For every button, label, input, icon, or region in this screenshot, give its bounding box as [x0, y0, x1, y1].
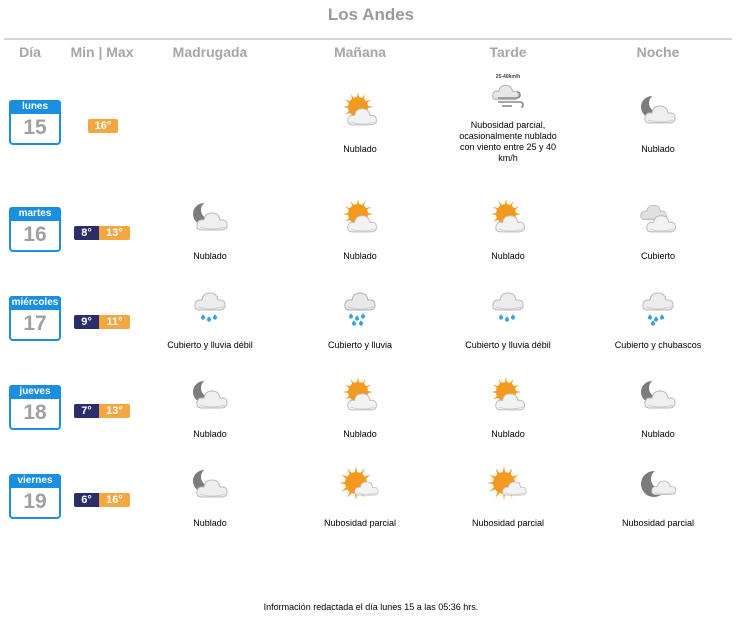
- forecast-description: Nublado: [193, 429, 227, 439]
- forecast-description: Nubosidad parcial, ocasionalmente nublado con viento entre 25 y 40 km/h: [459, 120, 557, 163]
- forecast-description: Nubosidad parcial: [471, 518, 545, 528]
- moon-partly-cloudy-icon: [583, 466, 733, 506]
- forecast-description: Nublado: [641, 144, 675, 154]
- header-day: Día: [19, 44, 41, 60]
- sun-cloud-icon: [433, 377, 583, 417]
- wind-icon: [433, 72, 583, 112]
- forecast-cell: [433, 466, 583, 529]
- forecast-cell: [433, 377, 583, 440]
- moon-cloud-icon: [135, 377, 285, 417]
- forecast-description: Nublado: [343, 251, 377, 261]
- calendar-badge: [9, 100, 61, 145]
- date-number: 17: [23, 312, 47, 335]
- day-row: [0, 474, 742, 564]
- forecast-cell: [135, 466, 285, 529]
- info-footer: Información redactada el día lunes 15 a las 05:36 hrs.: [263, 602, 479, 612]
- day-row: [0, 385, 742, 475]
- svg-text:25-40km/h: 25-40km/h: [495, 74, 521, 80]
- sun-cloud-icon: [285, 92, 435, 132]
- forecast-cell: [583, 199, 733, 262]
- forecast-description: Cubierto y lluvia débil: [465, 340, 551, 350]
- day-row: [0, 74, 742, 190]
- max-temp-badge: 13°: [99, 404, 130, 418]
- weekday-label: martes: [9, 207, 61, 221]
- max-temp-badge: 16°: [99, 493, 130, 507]
- forecast-cell: [583, 288, 733, 351]
- max-temp-badge: 16°: [88, 119, 118, 133]
- sun-partly-cloudy-icon: [285, 466, 435, 506]
- calendar-badge: [9, 474, 61, 519]
- rain-icon: [285, 288, 435, 328]
- moon-cloud-icon: [583, 92, 733, 132]
- weekday-label: lunes: [9, 100, 61, 114]
- showers-icon: [583, 288, 733, 328]
- forecast-cell: [285, 466, 435, 529]
- day-row: [0, 296, 742, 386]
- weekday-label: viernes: [9, 474, 61, 488]
- header-manana: Mañana: [333, 44, 387, 60]
- moon-cloud-icon: [583, 377, 733, 417]
- sun-cloud-icon: [285, 377, 435, 417]
- forecast-description: Nubosidad parcial: [323, 518, 397, 528]
- header-min-max: Min | Max: [70, 44, 134, 60]
- forecast-cell: [433, 288, 583, 351]
- min-temp-badge: 7°: [74, 404, 99, 418]
- min-temp-badge: 9°: [74, 315, 99, 329]
- date-number: 18: [23, 401, 47, 424]
- light-rain-icon: [135, 288, 285, 328]
- forecast-cell: [135, 288, 285, 351]
- calendar-badge: [9, 207, 61, 252]
- forecast-description: Nublado: [343, 429, 377, 439]
- header-noche: Noche: [636, 44, 680, 60]
- calendar-badge: [9, 385, 61, 430]
- forecast-description: Nublado: [193, 518, 227, 528]
- forecast-cell: [285, 288, 435, 351]
- weekday-label: jueves: [9, 385, 61, 399]
- moon-cloud-icon: [135, 199, 285, 239]
- max-temp-badge: 11°: [99, 315, 130, 329]
- sun-cloud-icon: [285, 199, 435, 239]
- max-temp-badge: 13°: [99, 226, 130, 240]
- forecast-description: Cubierto: [640, 251, 676, 261]
- forecast-cell: [285, 377, 435, 440]
- forecast-description: Nublado: [491, 429, 525, 439]
- forecast-description: Cubierto y lluvia: [327, 340, 393, 350]
- weekday-label: miércoles: [9, 296, 61, 310]
- sun-cloud-icon: [433, 199, 583, 239]
- date-number: 16: [23, 223, 47, 246]
- min-temp-badge: 6°: [74, 493, 99, 507]
- day-row: [0, 207, 742, 297]
- header-madrugada: Madrugada: [172, 44, 248, 60]
- forecast-description: Nublado: [343, 144, 377, 154]
- calendar-badge: [9, 296, 61, 341]
- forecast-cell: [433, 72, 583, 164]
- light-rain-icon: [433, 288, 583, 328]
- sun-partly-cloudy-icon: [433, 466, 583, 506]
- date-number: 19: [23, 490, 47, 513]
- page-title: Los Andes: [327, 5, 415, 24]
- forecast-cell: [285, 199, 435, 262]
- forecast-cell: [285, 92, 435, 155]
- min-temp-badge: 8°: [74, 226, 99, 240]
- forecast-cell: [583, 466, 733, 529]
- forecast-description: Nubosidad parcial: [621, 518, 695, 528]
- forecast-cell: [583, 92, 733, 155]
- forecast-cell: [433, 199, 583, 262]
- forecast-description: Nublado: [491, 251, 525, 261]
- forecast-description: Cubierto y chubascos: [614, 340, 702, 350]
- forecast-cell: [135, 199, 285, 262]
- forecast-description: Nublado: [641, 429, 675, 439]
- forecast-description: Nublado: [193, 251, 227, 261]
- date-number: 15: [23, 116, 47, 139]
- header-tarde: Tarde: [489, 44, 527, 60]
- forecast-cell: [135, 377, 285, 440]
- overcast-icon: [583, 199, 733, 239]
- moon-cloud-icon: [135, 466, 285, 506]
- forecast-description: Cubierto y lluvia débil: [167, 340, 253, 350]
- forecast-cell: [583, 377, 733, 440]
- header-divider: [4, 38, 732, 40]
